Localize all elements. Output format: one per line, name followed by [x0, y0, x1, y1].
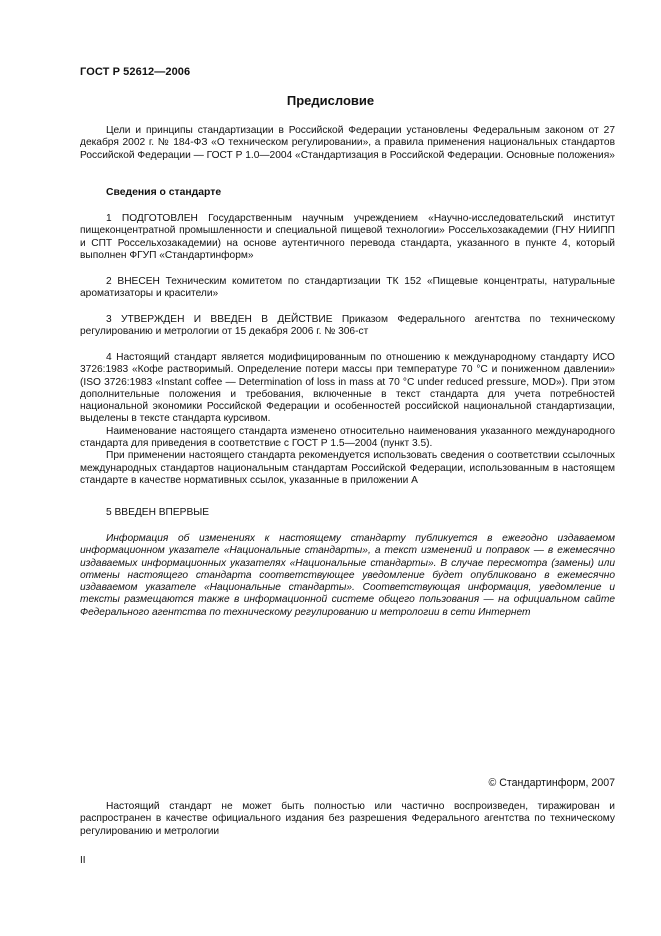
document-id: ГОСТ Р 52612—2006 — [80, 66, 191, 78]
notice-block — [80, 533, 615, 619]
item-3-paragraph: 3 УТВЕРЖДЕН И ВВЕДЕН В ДЕЙСТВИЕ Приказом Федерального агентства по техническому регулированию и метрологии от 15 декабря 2006 г. № 306-ст — [80, 314, 615, 338]
item-4-paragraph: При применении настоящего стандарта рекомендуется использовать сведения о соответствии ссылочных международных стандартов национальным стандартам Российской Федерации, использованным в настоящем стандарте в качестве нормативных ссылок, указанные в приложении А — [80, 450, 615, 486]
page-title: Предисловие — [286, 93, 375, 108]
item-4-paragraph: Наименование настоящего стандарта изменено относительно наименования указанного международного стандарта для приведения в соответствие с ГОСТ Р 1.5—2004 (пункт 3.5). — [80, 425, 615, 450]
intro-paragraph: Цели и принципы стандартизации в Российской Федерации установлены Федеральным законом от 27 декабря 2002 г. № 184-ФЗ «О техническом регулировании», а правила применения национальных стандартов Российской Федерации — ГОСТ Р 1.0—2004 «Стандартизация в Российской Федерации. Основные положения» — [80, 125, 615, 161]
item-2 — [80, 276, 615, 301]
item-1 — [80, 213, 615, 262]
item-5-paragraph: 5 ВВЕДЕН ВПЕРВЫЕ — [106, 507, 210, 518]
item-5 — [80, 507, 615, 519]
item-2-paragraph: 2 ВНЕСЕН Техническим комитетом по стандартизации ТК 152 «Пищевые концентраты, натуральные ароматизаторы и красители» — [80, 276, 615, 300]
item-4-paragraph: 4 Настоящий стандарт является модифицированным по отношению к международному стандарту ИСО 3726:1983 «Кофе растворимый. Определение потери массы при температуре 70 °С и пониженном давлении» (ISO 3726:1983 «Instant coffee — Determination of loss in mass at 70 °C under reduced pressure, MOD»). При этом дополнительные положения и требования, включенные в текст стандарта для учета потребностей национальной экономики Российской Федерации и особенностей российской национальной стандартизации, выделены в тексте стандарта курсивом. — [80, 352, 615, 425]
notice-paragraph: Информация об изменениях к настоящему стандарту публикуется в ежегодно издаваемом информационном указателе «Национальные стандарты», а текст изменений и поправок — в ежемесячно издаваемых информационных указателях «Национальные стандарты». В случае пересмотра (замены) или отмены настоящего стандарта соответствующее уведомление будет опубликовано в ежемесячно издаваемом указателе «Национальные стандарты». Соответствующая информация, уведомление и тексты размещаются также в информационной системе общего пользования — на официальном сайте Федерального агентства по техническому регулированию и метрологии в сети Интернет — [80, 533, 615, 618]
section-subheading: Сведения о стандарте — [106, 187, 222, 198]
item-4 — [80, 352, 615, 487]
intro-block — [80, 125, 615, 162]
item-3 — [80, 314, 615, 339]
rights-block — [80, 801, 615, 838]
item-1-paragraph: 1 ПОДГОТОВЛЕН Государственным научным учреждением «Научно-исследовательский институт пищеконцентратной промышленности и специальной пищевой технологии» Россельхозакадемии (ГНУ НИИПП и СПТ Россельхозакадемии) на основе аутентичного перевода стандарта, указанного в пункте 4, который выполнен ФГУП «Стандартинформ» — [80, 213, 615, 261]
rights-paragraph: Настоящий стандарт не может быть полностью или частично воспроизведен, тиражирован и распространен в качестве официального издания без разрешения Федерального агентства по техническому регулированию и метрологии — [80, 801, 615, 837]
copyright-line: © Стандартинформ, 2007 — [488, 777, 615, 789]
page-number: II — [80, 855, 86, 866]
